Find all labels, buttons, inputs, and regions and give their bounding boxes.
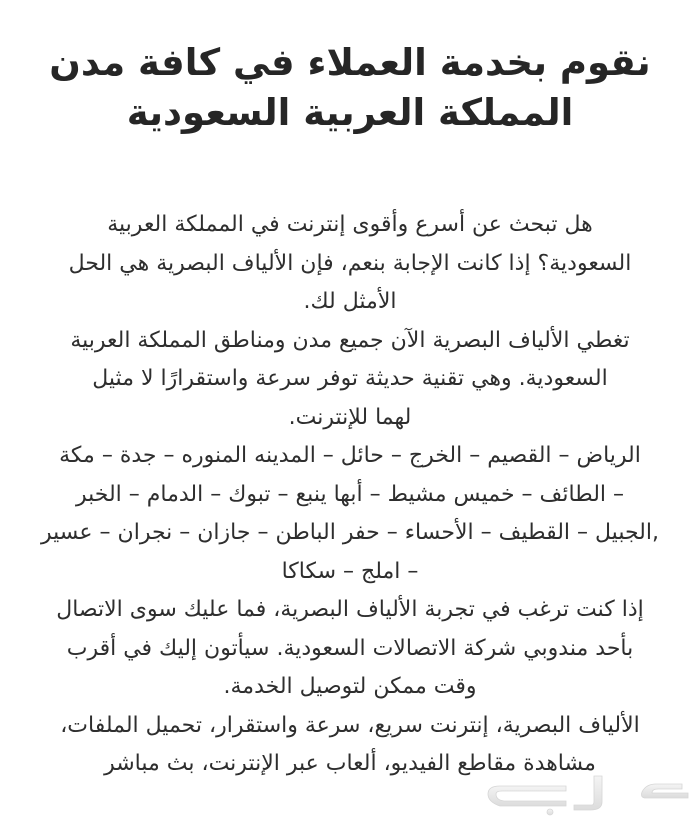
paragraph-coverage: [30, 322, 670, 438]
text-line: وقت ممكن لتوصيل الخدمة.: [223, 674, 477, 699]
text-line: تغطي الألياف البصرية الآن جميع مدن ومناطق المملكة العربية: [70, 327, 630, 353]
text-line: هل تبحث عن أسرع وأقوى إنترنت في المملكة العربية: [107, 212, 593, 237]
page-title: [20, 38, 680, 138]
paragraph-cities-list: [30, 437, 670, 591]
text-line: الألياف البصرية، إنترنت سريع، سرعة واستقرار، تحميل الملفات،: [60, 712, 640, 738]
text-line: الأمثل لك.: [303, 289, 397, 314]
haraj-watermark-logo-icon: [470, 772, 695, 820]
text-line: الرياض – القصيم – الخرج – حائل – المدينه المنوره – جدة – مكة: [59, 443, 641, 468]
title-line-2: المملكة العربية السعودية: [126, 91, 574, 134]
text-line: ,الجبيل – القطيف – الأحساء – حفر الباطن – جازان – نجران – عسير: [41, 520, 659, 545]
paragraph-contact: [30, 591, 670, 707]
title-line-1: نقوم بخدمة العملاء في كافة مدن: [49, 41, 651, 84]
text-line: – الطائف – خميس مشيط – أبها ينبع – تبوك – الدمام – الخبر: [75, 481, 625, 507]
text-line: بأحد مندوبي شركة الاتصالات السعودية. سيأتون إليك في أقرب: [66, 635, 634, 661]
text-line: إذا كنت ترغب في تجربة الألياف البصرية، فما عليك سوى الاتصال: [56, 597, 644, 622]
text-line: – املج – سكاكا: [281, 558, 419, 584]
article-body: [30, 206, 670, 784]
text-line: السعودية. وهي تقنية حديثة توفر سرعة واستقرارًا لا مثيل: [92, 366, 608, 391]
text-line: السعودية؟ إذا كانت الإجابة بنعم، فإن الألياف البصرية هي الحل: [68, 250, 632, 276]
text-line: مشاهدة مقاطع الفيديو، ألعاب عبر الإنترنت، بث مباشر: [104, 751, 596, 776]
paragraph-intro: [30, 206, 670, 322]
text-line: لهما للإنترنت.: [288, 404, 412, 430]
